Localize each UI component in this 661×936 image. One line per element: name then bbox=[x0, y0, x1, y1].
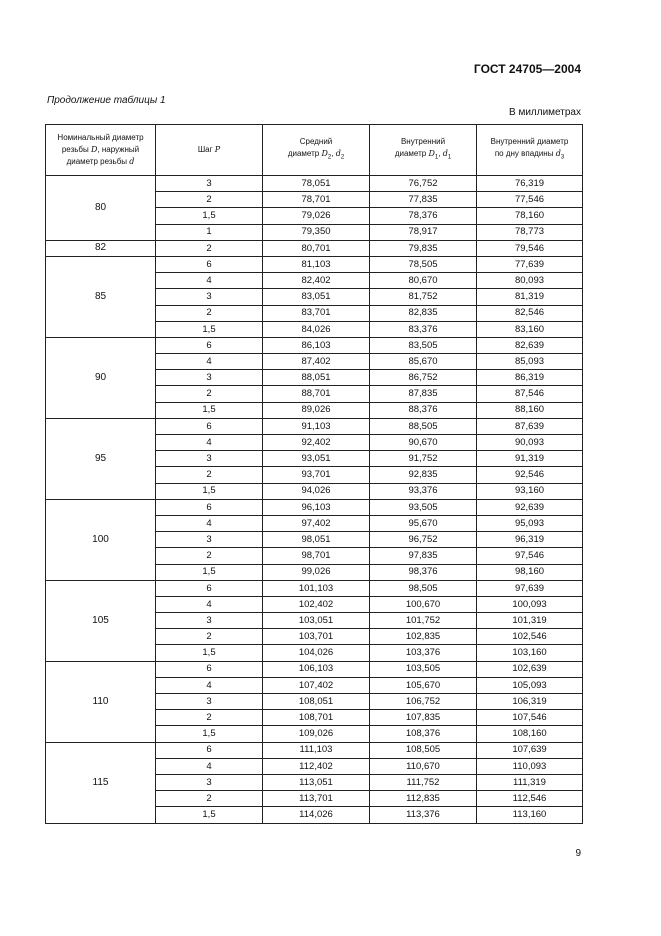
pitch-cell: 4 bbox=[156, 758, 263, 774]
mean-cell: 81,103 bbox=[263, 256, 370, 272]
minor-cell: 83,505 bbox=[370, 337, 477, 353]
root-cell: 97,639 bbox=[477, 580, 583, 596]
root-cell: 107,546 bbox=[477, 710, 583, 726]
header-pitch: Шаг P bbox=[156, 125, 263, 176]
minor-cell: 108,505 bbox=[370, 742, 477, 758]
pitch-cell: 4 bbox=[156, 273, 263, 289]
root-cell: 96,319 bbox=[477, 532, 583, 548]
mean-cell: 93,051 bbox=[263, 451, 370, 467]
nominal-diameter-cell: 85 bbox=[46, 256, 156, 337]
root-cell: 98,160 bbox=[477, 564, 583, 580]
table-row bbox=[46, 176, 583, 192]
nominal-diameter-cell: 80 bbox=[46, 176, 156, 241]
mean-cell: 98,051 bbox=[263, 532, 370, 548]
pitch-cell: 3 bbox=[156, 613, 263, 629]
root-cell: 100,093 bbox=[477, 596, 583, 612]
pitch-cell: 6 bbox=[156, 580, 263, 596]
mean-cell: 112,402 bbox=[263, 758, 370, 774]
mean-cell: 83,701 bbox=[263, 305, 370, 321]
minor-cell: 106,752 bbox=[370, 694, 477, 710]
mean-cell: 79,350 bbox=[263, 224, 370, 240]
mean-cell: 107,402 bbox=[263, 677, 370, 693]
mean-cell: 109,026 bbox=[263, 726, 370, 742]
pitch-cell: 1,5 bbox=[156, 483, 263, 499]
root-cell: 79,546 bbox=[477, 240, 583, 256]
root-cell: 113,160 bbox=[477, 807, 583, 823]
root-cell: 77,546 bbox=[477, 192, 583, 208]
root-cell: 102,639 bbox=[477, 661, 583, 677]
pitch-cell: 6 bbox=[156, 499, 263, 515]
mean-cell: 91,103 bbox=[263, 418, 370, 434]
mean-cell: 98,701 bbox=[263, 548, 370, 564]
pitch-cell: 2 bbox=[156, 305, 263, 321]
mean-cell: 103,051 bbox=[263, 613, 370, 629]
pitch-cell: 2 bbox=[156, 629, 263, 645]
pitch-cell: 4 bbox=[156, 354, 263, 370]
pitch-cell: 2 bbox=[156, 386, 263, 402]
minor-cell: 95,670 bbox=[370, 515, 477, 531]
pitch-cell: 2 bbox=[156, 240, 263, 256]
mean-cell: 114,026 bbox=[263, 807, 370, 823]
pitch-cell: 6 bbox=[156, 337, 263, 353]
table-header-row bbox=[46, 125, 583, 176]
minor-cell: 101,752 bbox=[370, 613, 477, 629]
table-continuation-label: Продолжение таблицы 1 bbox=[47, 95, 166, 106]
table-row bbox=[46, 499, 583, 515]
mean-cell: 96,103 bbox=[263, 499, 370, 515]
minor-cell: 92,835 bbox=[370, 467, 477, 483]
root-cell: 112,546 bbox=[477, 791, 583, 807]
root-cell: 107,639 bbox=[477, 742, 583, 758]
mean-cell: 94,026 bbox=[263, 483, 370, 499]
pitch-cell: 1,5 bbox=[156, 321, 263, 337]
minor-cell: 85,670 bbox=[370, 354, 477, 370]
minor-cell: 96,752 bbox=[370, 532, 477, 548]
mean-cell: 86,103 bbox=[263, 337, 370, 353]
mean-cell: 104,026 bbox=[263, 645, 370, 661]
pitch-cell: 3 bbox=[156, 289, 263, 305]
minor-cell: 111,752 bbox=[370, 774, 477, 790]
minor-cell: 102,835 bbox=[370, 629, 477, 645]
mean-cell: 84,026 bbox=[263, 321, 370, 337]
minor-cell: 88,505 bbox=[370, 418, 477, 434]
pitch-cell: 2 bbox=[156, 791, 263, 807]
mean-cell: 108,051 bbox=[263, 694, 370, 710]
root-cell: 92,639 bbox=[477, 499, 583, 515]
nominal-diameter-cell: 90 bbox=[46, 337, 156, 418]
root-cell: 108,160 bbox=[477, 726, 583, 742]
thread-dimensions-table bbox=[45, 124, 583, 824]
minor-cell: 82,835 bbox=[370, 305, 477, 321]
mean-cell: 106,103 bbox=[263, 661, 370, 677]
minor-cell: 78,917 bbox=[370, 224, 477, 240]
mean-cell: 82,402 bbox=[263, 273, 370, 289]
pitch-cell: 6 bbox=[156, 661, 263, 677]
minor-cell: 103,376 bbox=[370, 645, 477, 661]
mean-cell: 102,402 bbox=[263, 596, 370, 612]
pitch-cell: 6 bbox=[156, 418, 263, 434]
root-cell: 78,773 bbox=[477, 224, 583, 240]
root-cell: 111,319 bbox=[477, 774, 583, 790]
pitch-cell: 3 bbox=[156, 774, 263, 790]
nominal-diameter-cell: 115 bbox=[46, 742, 156, 823]
pitch-cell: 4 bbox=[156, 515, 263, 531]
minor-cell: 78,505 bbox=[370, 256, 477, 272]
pitch-cell: 1,5 bbox=[156, 807, 263, 823]
header-minor-diameter: Внутренний диаметр $D_1$, $d_1$ bbox=[370, 125, 477, 176]
mean-cell: 88,701 bbox=[263, 386, 370, 402]
minor-cell: 100,670 bbox=[370, 596, 477, 612]
pitch-cell: 1,5 bbox=[156, 564, 263, 580]
pitch-cell: 1,5 bbox=[156, 726, 263, 742]
root-cell: 92,546 bbox=[477, 467, 583, 483]
root-cell: 93,160 bbox=[477, 483, 583, 499]
mean-cell: 92,402 bbox=[263, 435, 370, 451]
mean-cell: 88,051 bbox=[263, 370, 370, 386]
nominal-diameter-cell: 100 bbox=[46, 499, 156, 580]
root-cell: 110,093 bbox=[477, 758, 583, 774]
minor-cell: 110,670 bbox=[370, 758, 477, 774]
pitch-cell: 3 bbox=[156, 176, 263, 192]
table-row bbox=[46, 580, 583, 596]
pitch-cell: 2 bbox=[156, 710, 263, 726]
header-root-diameter: Внутренний диаметр по дну впадины $d_3$ bbox=[477, 125, 583, 176]
minor-cell: 86,752 bbox=[370, 370, 477, 386]
root-cell: 88,160 bbox=[477, 402, 583, 418]
pitch-cell: 6 bbox=[156, 742, 263, 758]
root-cell: 97,546 bbox=[477, 548, 583, 564]
root-cell: 87,546 bbox=[477, 386, 583, 402]
mean-cell: 87,402 bbox=[263, 354, 370, 370]
minor-cell: 83,376 bbox=[370, 321, 477, 337]
minor-cell: 93,505 bbox=[370, 499, 477, 515]
pitch-cell: 4 bbox=[156, 677, 263, 693]
minor-cell: 105,670 bbox=[370, 677, 477, 693]
root-cell: 101,319 bbox=[477, 613, 583, 629]
root-cell: 80,093 bbox=[477, 273, 583, 289]
header-nominal-diameter: Номинальный диаметр резьбы D, наружный диаметр резьбы d bbox=[46, 125, 156, 176]
pitch-cell: 4 bbox=[156, 596, 263, 612]
root-cell: 87,639 bbox=[477, 418, 583, 434]
table-body bbox=[46, 176, 583, 824]
table-row bbox=[46, 418, 583, 434]
mean-cell: 111,103 bbox=[263, 742, 370, 758]
minor-cell: 107,835 bbox=[370, 710, 477, 726]
minor-cell: 81,752 bbox=[370, 289, 477, 305]
minor-cell: 98,376 bbox=[370, 564, 477, 580]
minor-cell: 103,505 bbox=[370, 661, 477, 677]
minor-cell: 87,835 bbox=[370, 386, 477, 402]
pitch-cell: 4 bbox=[156, 435, 263, 451]
minor-cell: 91,752 bbox=[370, 451, 477, 467]
root-cell: 81,319 bbox=[477, 289, 583, 305]
pitch-cell: 3 bbox=[156, 694, 263, 710]
root-cell: 82,639 bbox=[477, 337, 583, 353]
mean-cell: 103,701 bbox=[263, 629, 370, 645]
pitch-cell: 1,5 bbox=[156, 402, 263, 418]
root-cell: 78,160 bbox=[477, 208, 583, 224]
minor-cell: 90,670 bbox=[370, 435, 477, 451]
root-cell: 82,546 bbox=[477, 305, 583, 321]
minor-cell: 76,752 bbox=[370, 176, 477, 192]
minor-cell: 79,835 bbox=[370, 240, 477, 256]
mean-cell: 79,026 bbox=[263, 208, 370, 224]
minor-cell: 113,376 bbox=[370, 807, 477, 823]
table-row bbox=[46, 742, 583, 758]
root-cell: 102,546 bbox=[477, 629, 583, 645]
minor-cell: 98,505 bbox=[370, 580, 477, 596]
pitch-cell: 1,5 bbox=[156, 645, 263, 661]
minor-cell: 80,670 bbox=[370, 273, 477, 289]
root-cell: 77,639 bbox=[477, 256, 583, 272]
pitch-cell: 3 bbox=[156, 370, 263, 386]
mean-cell: 89,026 bbox=[263, 402, 370, 418]
minor-cell: 112,835 bbox=[370, 791, 477, 807]
root-cell: 105,093 bbox=[477, 677, 583, 693]
mean-cell: 93,701 bbox=[263, 467, 370, 483]
table-row bbox=[46, 240, 583, 256]
pitch-cell: 2 bbox=[156, 467, 263, 483]
standard-title: ГОСТ 24705—2004 bbox=[473, 62, 581, 76]
nominal-diameter-cell: 110 bbox=[46, 661, 156, 742]
mean-cell: 78,051 bbox=[263, 176, 370, 192]
root-cell: 86,319 bbox=[477, 370, 583, 386]
pitch-cell: 1 bbox=[156, 224, 263, 240]
root-cell: 95,093 bbox=[477, 515, 583, 531]
root-cell: 90,093 bbox=[477, 435, 583, 451]
page-number: 9 bbox=[575, 848, 581, 859]
pitch-cell: 2 bbox=[156, 548, 263, 564]
pitch-cell: 6 bbox=[156, 256, 263, 272]
root-cell: 85,093 bbox=[477, 354, 583, 370]
nominal-diameter-cell: 95 bbox=[46, 418, 156, 499]
mean-cell: 113,701 bbox=[263, 791, 370, 807]
mean-cell: 97,402 bbox=[263, 515, 370, 531]
mean-cell: 101,103 bbox=[263, 580, 370, 596]
table-row bbox=[46, 337, 583, 353]
minor-cell: 88,376 bbox=[370, 402, 477, 418]
table-row bbox=[46, 661, 583, 677]
root-cell: 91,319 bbox=[477, 451, 583, 467]
minor-cell: 93,376 bbox=[370, 483, 477, 499]
root-cell: 103,160 bbox=[477, 645, 583, 661]
table-row bbox=[46, 256, 583, 272]
pitch-cell: 3 bbox=[156, 451, 263, 467]
pitch-cell: 3 bbox=[156, 532, 263, 548]
root-cell: 76,319 bbox=[477, 176, 583, 192]
pitch-cell: 2 bbox=[156, 192, 263, 208]
mean-cell: 108,701 bbox=[263, 710, 370, 726]
mean-cell: 113,051 bbox=[263, 774, 370, 790]
minor-cell: 78,376 bbox=[370, 208, 477, 224]
mean-cell: 99,026 bbox=[263, 564, 370, 580]
pitch-cell: 1,5 bbox=[156, 208, 263, 224]
header-mean-diameter: Средний диаметр $D_2$, $d_2$ bbox=[263, 125, 370, 176]
minor-cell: 108,376 bbox=[370, 726, 477, 742]
mean-cell: 83,051 bbox=[263, 289, 370, 305]
mean-cell: 80,701 bbox=[263, 240, 370, 256]
nominal-diameter-cell: 82 bbox=[46, 240, 156, 256]
root-cell: 106,319 bbox=[477, 694, 583, 710]
root-cell: 83,160 bbox=[477, 321, 583, 337]
units-label: В миллиметрах bbox=[509, 107, 581, 118]
mean-cell: 78,701 bbox=[263, 192, 370, 208]
minor-cell: 77,835 bbox=[370, 192, 477, 208]
minor-cell: 97,835 bbox=[370, 548, 477, 564]
nominal-diameter-cell: 105 bbox=[46, 580, 156, 661]
